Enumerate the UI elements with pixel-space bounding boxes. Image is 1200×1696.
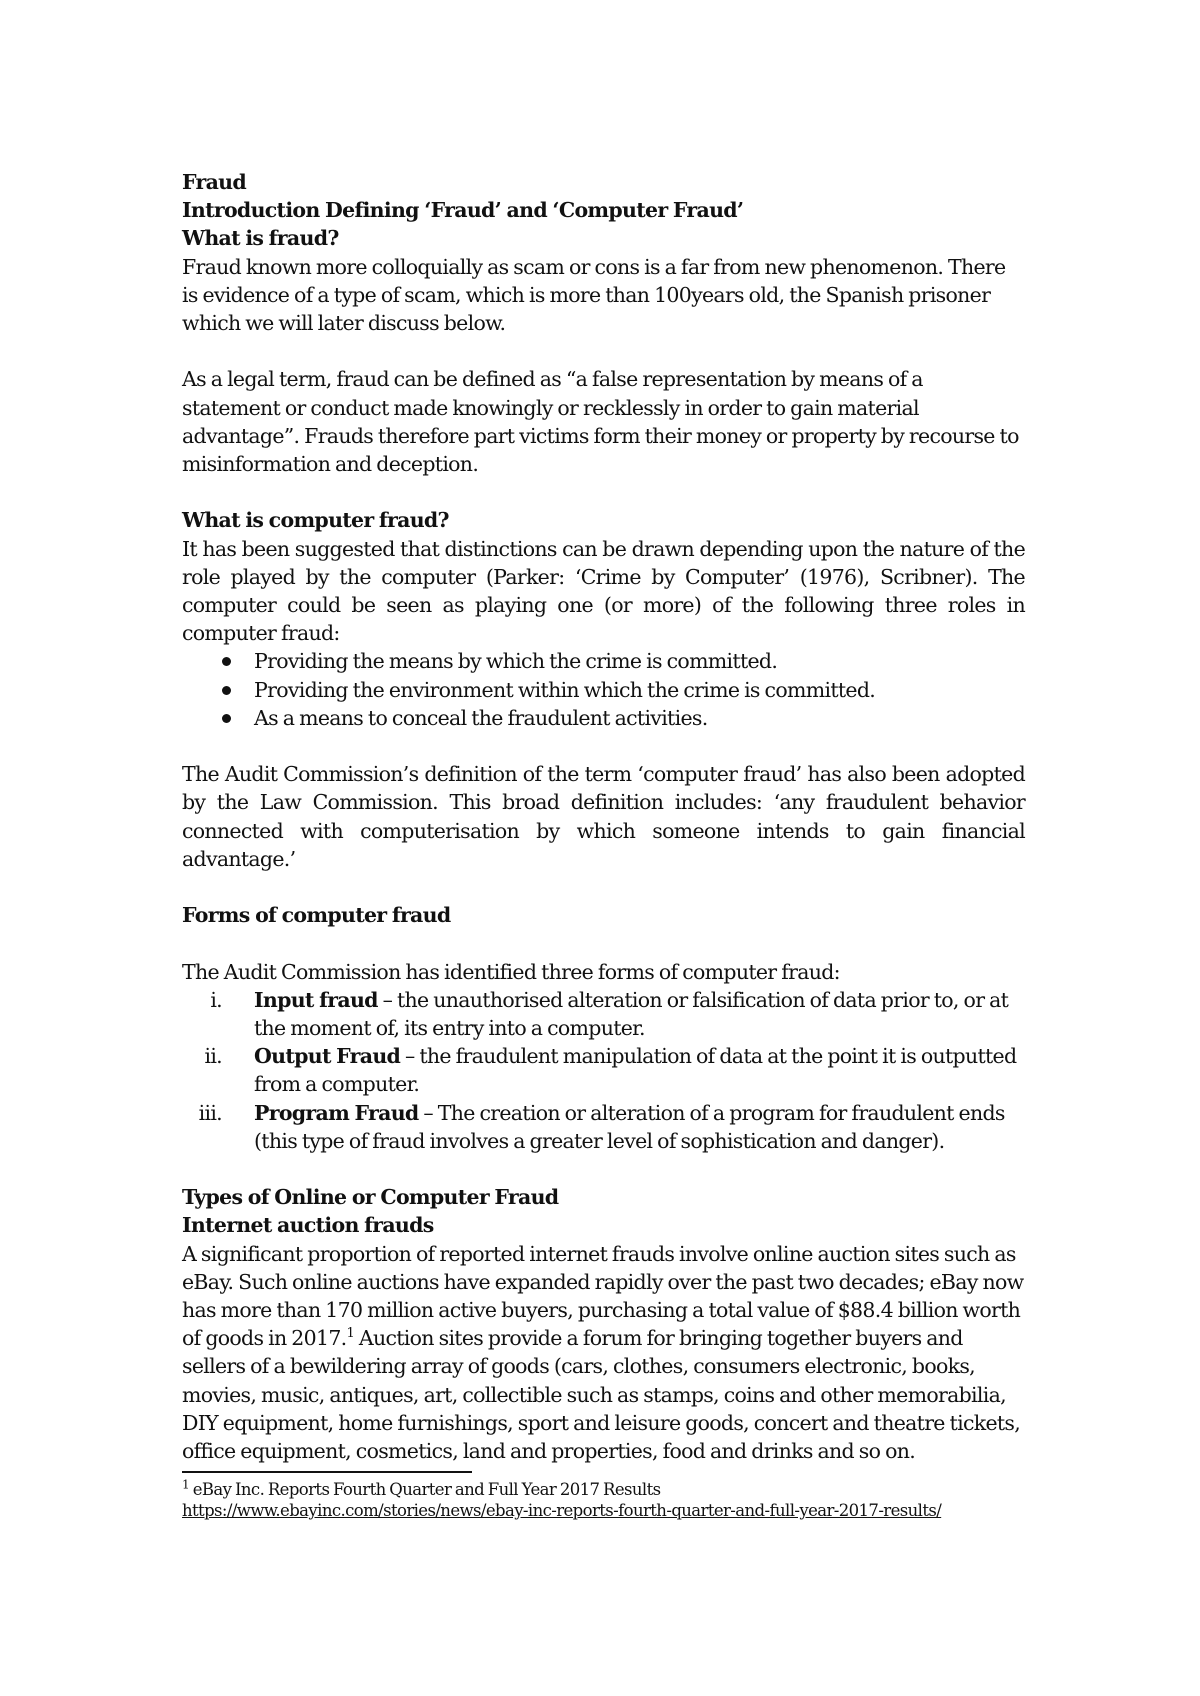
footnote-line xyxy=(182,1500,1025,1521)
document-page xyxy=(182,168,1025,1521)
document-title: Fraud xyxy=(182,170,247,194)
what-is-fraud-paragraph-1: Fraud known more colloquially as scam or cons is a far from new phenomenon. There is evidence of a type of scam, which is more than 100years old, the Spanish prisoner which we will later discuss below. xyxy=(182,254,1006,336)
list-item-text: – The creation or alteration of a program for fraudulent ends (this type of fraud involves a greater level of sophistication and danger). xyxy=(254,1100,1005,1153)
types-heading: Types of Online or Computer Fraud xyxy=(182,1185,559,1210)
what-is-fraud-paragraph-2: As a legal term, fraud can be defined as “a false representation by means of a statement or conduct made knowingly or recklessly in order to gain material advantage”. Frauds therefore part victims form their money or property by recourse to misinformation and deception. xyxy=(182,367,1019,477)
list-item-text: – the unauthorised alteration or falsification of data prior to, or at the moment of, its entry into a computer. xyxy=(254,987,1009,1041)
list-item-text: Providing the means by which the crime is committed. xyxy=(254,649,778,674)
footnote-divider xyxy=(182,1471,472,1473)
computer-fraud-paragraph-2: The Audit Commission’s definition of the term ‘computer fraud’ has also been adopted by the Law Commission. This broad definition includes: ‘any fraudulent behavior connected with computerisation by which someone intends to gain financial advantage.’ xyxy=(182,762,1025,871)
paragraph-text: Auction sites provide a forum for bringing together buyers and sellers of a bewildering array of goods (cars, clothes, consumers electronic, books, movies, music, antiques, art, collectible such as stamps, coins and other memorabilia, DIY equipment, home furnishings, sport and leisure goods, concert and theatre tickets, office equipment, cosmetics, land and properties, food and drinks and so on. xyxy=(182,1326,1021,1464)
spacer xyxy=(182,732,1025,760)
spacer xyxy=(182,873,1025,901)
list-item-text: Providing the environment within which the crime is committed. xyxy=(254,677,876,702)
footnote-marker: 1 xyxy=(182,1477,190,1492)
list-item-text: – the fraudulent manipulation of data at the point it is outputted from a computer. xyxy=(254,1044,1017,1097)
list-item xyxy=(182,1042,1025,1098)
list-item-term: Input fraud xyxy=(254,987,378,1012)
list-item-text: As a means to conceal the fraudulent activities. xyxy=(254,705,708,730)
computer-roles-list xyxy=(182,647,1025,732)
auction-frauds-paragraph xyxy=(182,1240,1025,1466)
spacer xyxy=(182,337,1025,365)
auction-frauds-heading: Internet auction frauds xyxy=(182,1213,434,1238)
footnote-link[interactable]: https://www.ebayinc.com/stories/news/ebay-inc-reports-fourth-quarter-and-full-year-2017-results/ xyxy=(182,1501,942,1521)
footnote-line xyxy=(182,1479,1025,1500)
forms-intro: The Audit Commission has identified three forms of computer fraud: xyxy=(182,959,840,984)
list-item xyxy=(182,1099,1025,1155)
what-is-fraud-heading: What is fraud? xyxy=(182,226,339,251)
list-item-number: i. xyxy=(210,987,222,1012)
spacer xyxy=(182,1155,1025,1183)
list-item xyxy=(182,676,1025,704)
footnote-reference[interactable]: 1 xyxy=(346,1326,355,1342)
list-item xyxy=(182,704,1025,732)
list-item-number: iii. xyxy=(198,1100,222,1125)
computer-fraud-heading: What is computer fraud? xyxy=(182,508,449,533)
intro-heading: Introduction Defining ‘Fraud’ and ‘Computer Fraud’ xyxy=(182,198,744,223)
list-item-term: Output Fraud xyxy=(254,1044,401,1069)
bullet-icon xyxy=(222,686,231,695)
footnote xyxy=(182,1479,1025,1521)
computer-fraud-paragraph-1: It has been suggested that distinctions can be drawn depending upon the nature of the role played by the computer (Parker: ‘Crime by Computer’ (1976), Scribner). The computer could be seen as playing one (or more) of the following three roles in computer fraud: xyxy=(182,536,1025,646)
list-item-term: Program Fraud xyxy=(254,1100,419,1125)
spacer xyxy=(182,929,1025,957)
list-item-number: ii. xyxy=(204,1044,222,1069)
forms-list xyxy=(182,986,1025,1155)
spacer xyxy=(182,478,1025,506)
paragraph-text: A significant proportion of reported internet frauds involve online auction sites such as eBay. Such online auctions have expanded rapidly over the past two decades; eBay now has more than 170 million active buyers, purchasing a total value of $88.4 billion worth of goods in 2017. xyxy=(182,1241,1024,1351)
bullet-icon xyxy=(222,714,231,723)
list-item xyxy=(182,986,1025,1042)
bullet-icon xyxy=(222,657,231,666)
forms-heading: Forms of computer fraud xyxy=(182,903,451,928)
list-item xyxy=(182,647,1025,675)
footnote-text: eBay Inc. Reports Fourth Quarter and Full Year 2017 Results xyxy=(189,1480,661,1500)
